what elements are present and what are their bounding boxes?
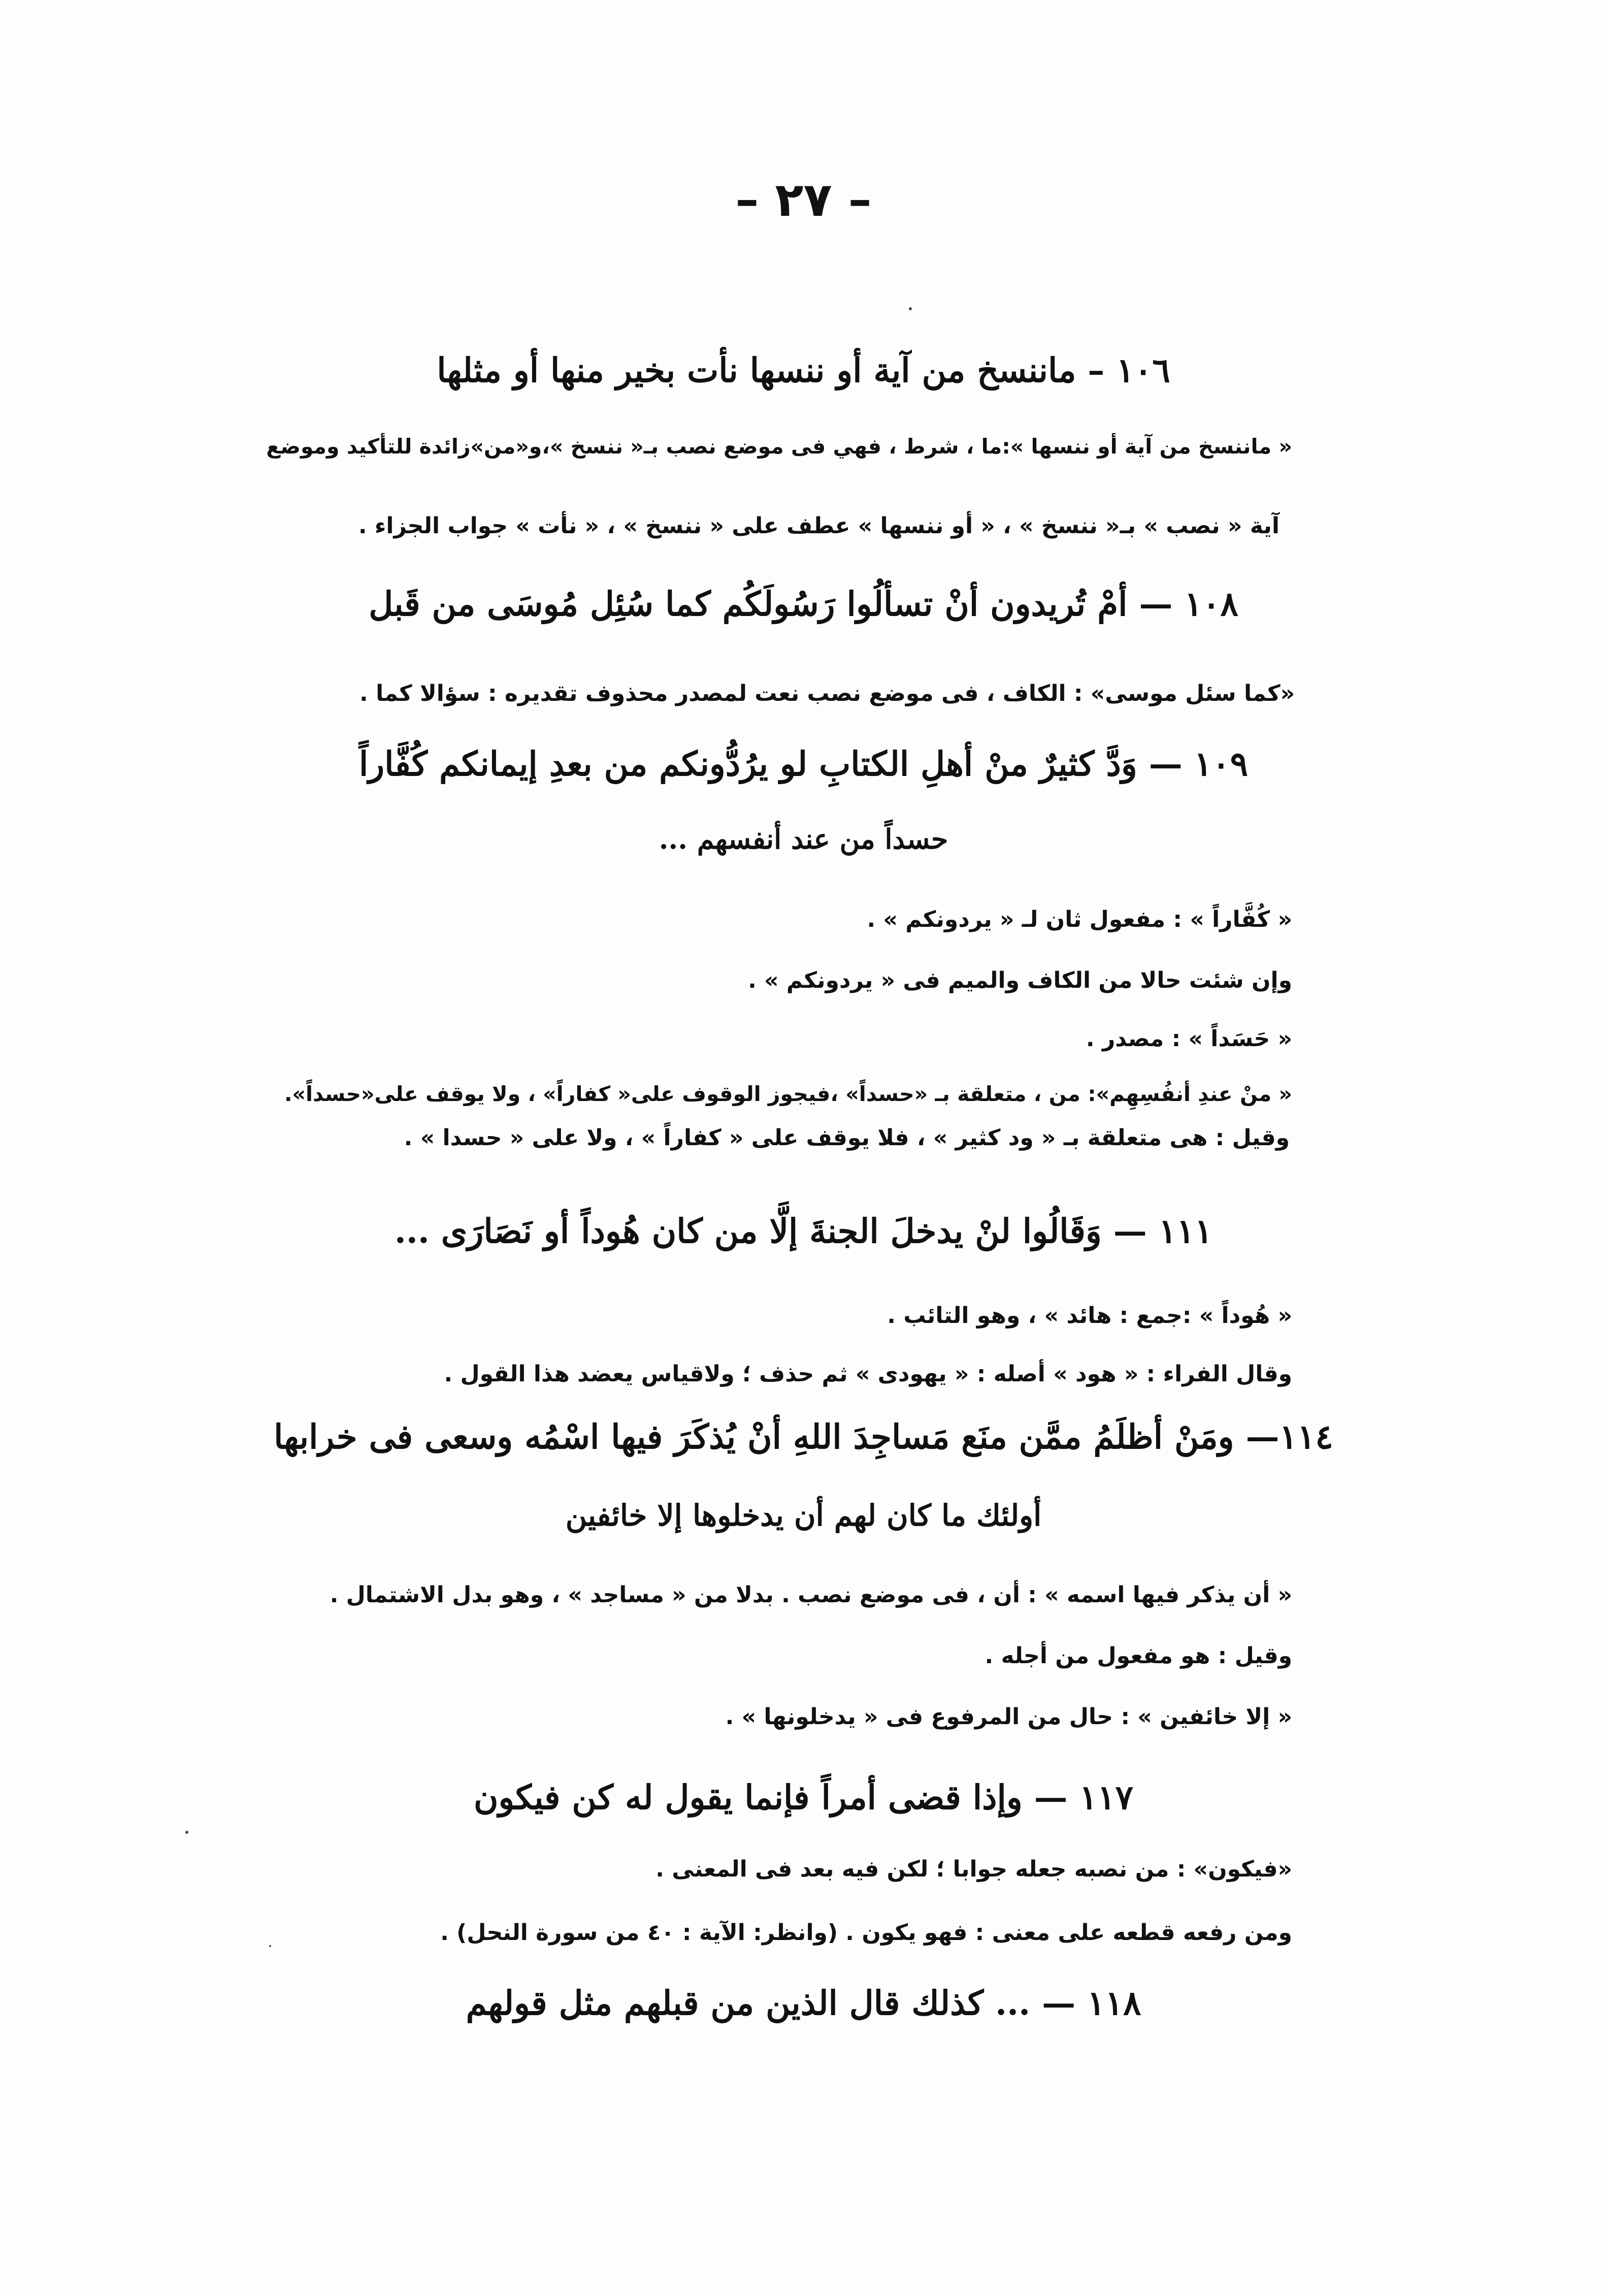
note-line: آية « نصب » بـ« ننسخ » ، « أو ننسها » عطف على « ننسخ » ، « نأت » جواب الجزاء .: [358, 513, 1280, 539]
verse-117: ١١٧ — وإذا قضى أمراً فإنما يقول له كن فيكون: [473, 1777, 1134, 1817]
note-line: « أن يذكر فيها اسمه » : أن ، فى موضع نصب . بدلا من « مساجد » ، وهو بدل الاشتمال .: [330, 1582, 1292, 1608]
note-line: « إلا خائفين » : حال من المرفوع فى « يدخلونها » .: [725, 1704, 1292, 1730]
verse-111: ١١١ — وَقَالُوا لنْ يدخلَ الجنةَ إلَّا من كان هُوداً أو نَصَارَى ...: [394, 1211, 1213, 1251]
note-line: « ماننسخ من آية أو ننسها »:ما ، شرط ، فهي فى موضع نصب بـ« ننسخ »،و«من»زائدة للتأكيد وموضع: [266, 434, 1292, 459]
note-line: وإن شئت حالا من الكاف والميم فى « يردونكم » .: [748, 967, 1292, 993]
page-number: – ٢٧ –: [735, 173, 872, 227]
verse-114-continued: أولئك ما كان لهم أن يدخلوها إلا خائفين: [565, 1498, 1042, 1533]
note-line: « منْ عندِ أنفُسِهِم»: من ، متعلقة بـ «حسداً» ،فيجوز الوقوف على« كفاراً» ، ولا يوقف على«حسداً».: [284, 1082, 1292, 1106]
verse-118: ١١٨ — ... كذلك قال الذين من قبلهم مثل قولهم: [466, 1983, 1141, 2023]
note-line: «فيكون» : من نصبه جعله جوابا ؛ لكن فيه بعد فى المعنى .: [655, 1856, 1292, 1882]
note-line: وقيل : هو مفعول من أجله .: [985, 1643, 1292, 1669]
scan-speck: [909, 307, 912, 310]
note-line: « هُوداً » :جمع : هائد » ، وهو التائب .: [887, 1303, 1292, 1329]
scan-speck: [269, 1945, 271, 1947]
note-line: « حَسَداً » : مصدر .: [1086, 1026, 1292, 1052]
note-line: «كما سئل موسى» : الكاف ، فى موضع نصب نعت لمصدر محذوف تقديره : سؤالا كما .: [359, 681, 1295, 706]
note-line: وقال الفراء : « هود » أصله : « يهودى » ثم حذف ؛ ولاقياس يعضد هذا القول .: [444, 1361, 1292, 1387]
verse-109: ١٠٩ — وَدَّ كثيرٌ منْ أهلِ الكتابِ لو يرُدُّونكم من بعدِ إيمانكم كُفَّاراً: [358, 744, 1249, 784]
verse-108: ١٠٨ — أمْ تُريدون أنْ تسألُوا رَسُولَكُم كما سُئِل مُوسَى من قَبل: [369, 584, 1238, 624]
verse-114: ١١٤— ومَنْ أظلَمُ ممَّن منَع مَساجِدَ اللهِ أنْ يُذكَرَ فيها اسْمُه وسعى فى خرابها: [274, 1417, 1333, 1457]
verse-106: ١٠٦ – ماننسخ من آية أو ننسها نأت بخير منها أو مثلها: [437, 350, 1170, 390]
note-line: وقيل : هى متعلقة بـ « ود كثير » ، فلا يوقف على « كفاراً » ، ولا على « حسدا » .: [404, 1125, 1290, 1151]
verse-109-continued: حسداً من عند أنفسهم ...: [659, 823, 948, 855]
note-line: « كُفَّاراً » : مفعول ثان لـ « يردونكم » .: [867, 907, 1292, 932]
note-line: ومن رفعه قطعه على معنى : فهو يكون . (وانظر: الآية : ٤٠ من سورة النحل) .: [440, 1920, 1292, 1946]
scan-speck: [185, 1831, 188, 1834]
